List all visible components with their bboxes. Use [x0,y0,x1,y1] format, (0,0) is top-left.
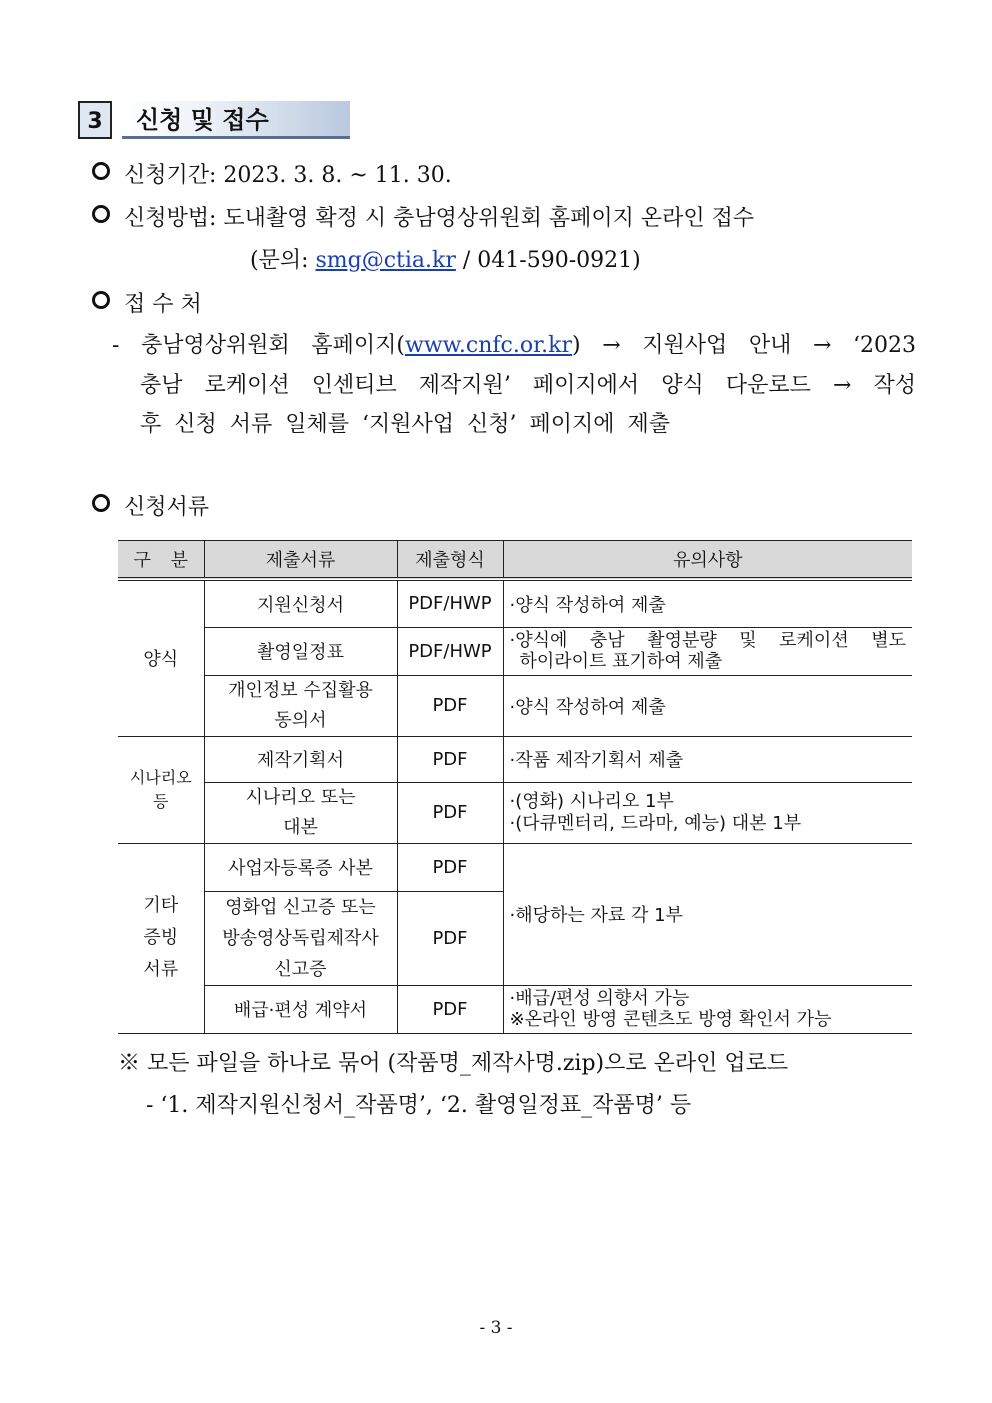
reception-line-1 [112,328,916,359]
note-line: ·양식에 충남 촬영분량 및 로케이션 별도 [509,630,906,651]
cnfc-website-link[interactable]: www.cnfc.or.kr [405,333,573,358]
note-cell [503,985,912,1033]
circle-bullet-icon [92,291,110,309]
reception-label: 접 수 처 [124,292,202,317]
reception-item [92,287,202,318]
note-line: ·(다큐멘터리, 드라마, 예능) 대본 1부 [509,812,802,834]
circle-bullet-icon [92,494,110,512]
doc-cell: 사업자등록증 사본 [204,843,397,891]
format-cell: PDF/HWP [397,579,503,627]
table-row [118,782,912,843]
note-cell: ·양식 작성하여 제출 [503,579,912,627]
format-cell: PDF [397,736,503,782]
note-line: ·(영화) 시나리오 1부 [509,790,674,812]
section-number: 3 [78,101,112,139]
footnote-line-1: ※ 모든 파일을 하나로 묶어 (작품명_제작사명.zip)으로 온라인 업로드 [118,1051,789,1076]
doc-line: 영화업 신고증 또는 [225,896,376,918]
doc-cell: 지원신청서 [204,579,397,627]
contact-suffix: / 041-590-0921) [455,248,641,273]
method-contact [250,243,641,274]
header-notes: 유의사항 [503,541,912,580]
period-item [92,158,452,189]
table-header-row [118,541,912,580]
table-row [118,675,912,736]
header-category: 구 분 [118,541,204,580]
reception-line-3: 후 신청 서류 일체를 ‘지원사업 신청’ 페이지에 제출 [140,412,670,437]
doc-line: 방송영상독립제작사 [222,927,379,949]
reception-line1-suffix: ) → 지원사업 안내 → ‘2023 [572,333,916,358]
group-line: 기타 [143,895,179,916]
table-row [118,843,912,891]
documents-item [92,490,209,521]
format-cell: PDF [397,891,503,985]
format-cell: PDF [397,675,503,736]
section-header [78,101,350,141]
group-form: 양식 [118,579,204,736]
reception-line-2: 충남 로케이션 인센티브 제작지원’ 페이지에서 양식 다운로드 → 작성 [140,373,916,398]
group-line: 시나리오 [129,767,192,787]
group-line: 등 [153,791,169,811]
circle-bullet-icon [92,205,110,223]
reception-line1-prefix: - 충남영상위원회 홈페이지( [112,333,405,358]
doc-cell [204,782,397,843]
page-number: - 3 - [479,1318,513,1338]
note-line: ·배급/편성 의향서 가능 [509,988,690,1009]
format-cell: PDF/HWP [397,627,503,675]
note-line: 하이라이트 표기하여 제출 [519,651,723,672]
note-cell [503,782,912,843]
doc-line: 동의서 [274,709,327,731]
method-text: 신청방법: 도내촬영 확정 시 충남영상위원회 홈페이지 온라인 접수 [124,206,755,231]
header-document: 제출서류 [204,541,397,580]
note-cell [503,627,912,675]
documents-label: 신청서류 [124,495,210,520]
header-format: 제출형식 [397,541,503,580]
doc-line: 대본 [283,816,318,838]
note-cell: ·작품 제작기획서 제출 [503,736,912,782]
format-cell: PDF [397,843,503,891]
circle-bullet-icon [92,162,110,180]
section-title: 신청 및 접수 [122,101,350,139]
group-line: 증빙 [143,927,179,948]
doc-cell: 제작기획서 [204,736,397,782]
group-scenario [118,736,204,843]
note-line: ※온라인 방영 콘텐츠도 방영 확인서 가능 [509,1009,832,1030]
group-line: 서류 [143,959,179,980]
contact-prefix: (문의: [250,248,316,273]
format-cell: PDF [397,985,503,1033]
table-row [118,985,912,1033]
format-cell: PDF [397,782,503,843]
contact-email-link[interactable]: smg@ctia.kr [315,248,456,273]
doc-line: 개인정보 수집활용 [228,679,373,701]
table-row [118,579,912,627]
doc-line: 시나리오 또는 [245,786,356,808]
table-row [118,736,912,782]
doc-cell: 배급·편성 계약서 [204,985,397,1033]
documents-table [118,540,912,1034]
doc-line: 신고증 [274,958,327,980]
method-item [92,201,754,232]
note-cell: ·양식 작성하여 제출 [503,675,912,736]
doc-cell [204,891,397,985]
period-text: 신청기간: 2023. 3. 8. ~ 11. 30. [124,163,452,188]
merged-note-cell: ·해당하는 자료 각 1부 [503,843,912,985]
table-row [118,627,912,675]
doc-cell [204,675,397,736]
doc-cell: 촬영일정표 [204,627,397,675]
footnote-line-2: - ‘1. 제작지원신청서_작품명’, ‘2. 촬영일정표_작품명’ 등 [146,1093,692,1118]
group-other [118,843,204,1033]
